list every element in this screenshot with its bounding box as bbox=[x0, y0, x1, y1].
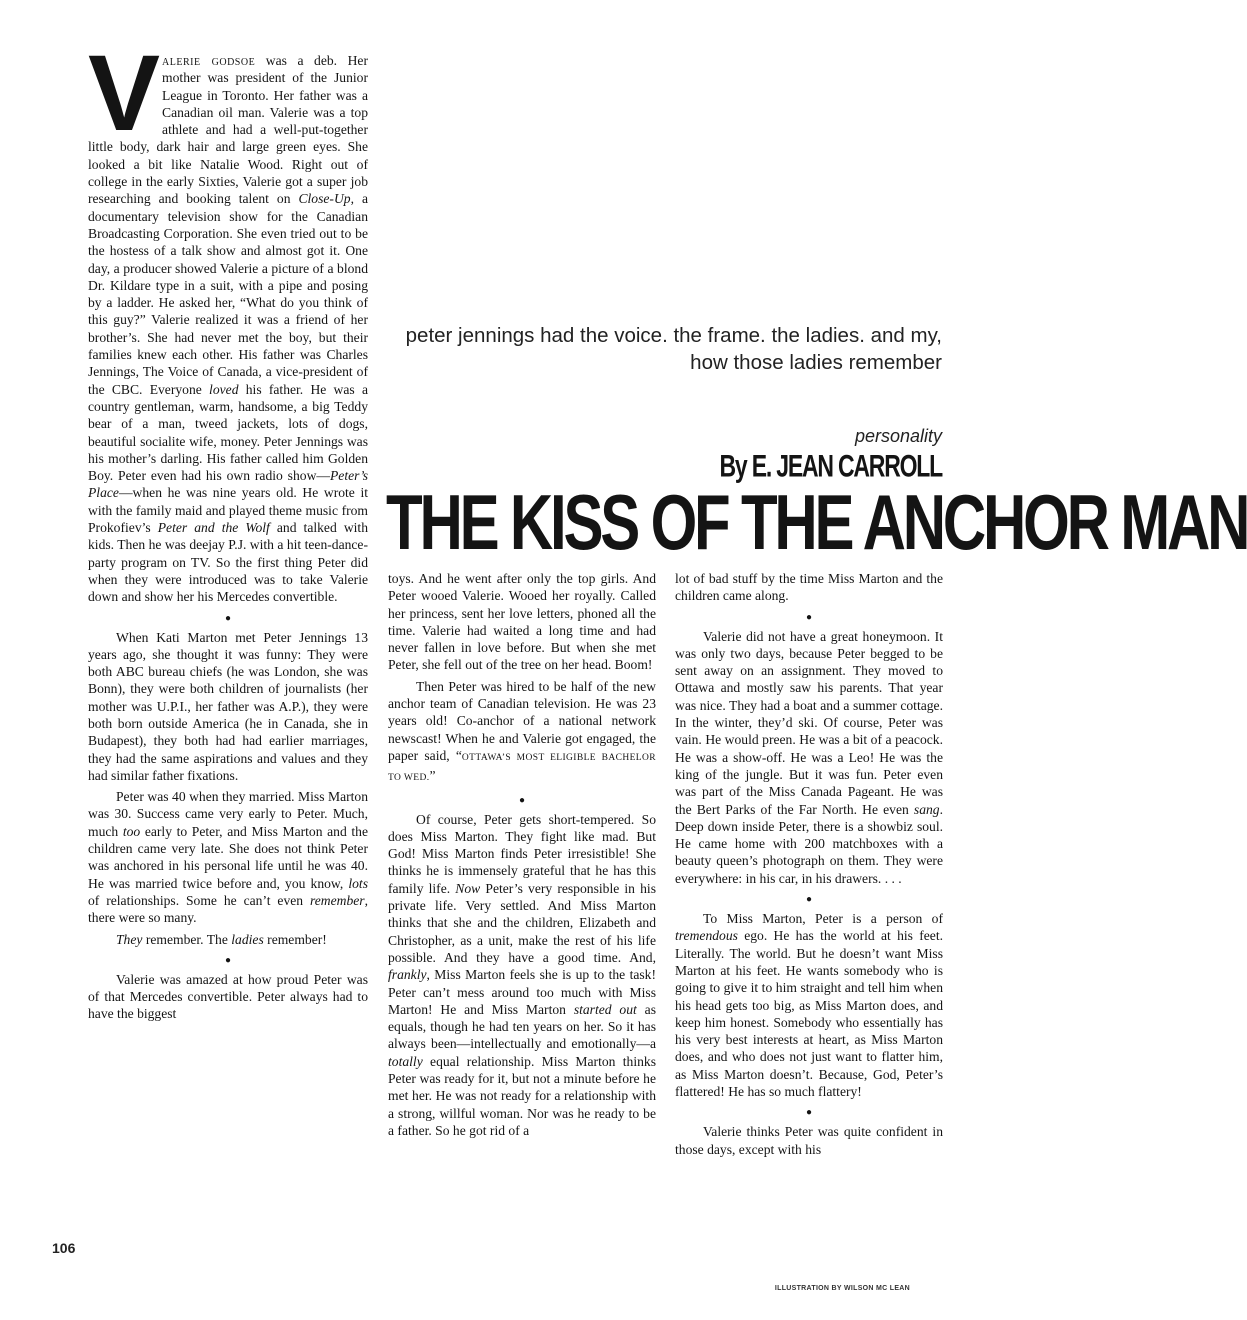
paragraph bbox=[88, 32, 368, 606]
text-run: and talked with kids. Then he was deejay P.J. with a hit teen-dance-party program on TV. So the first thing Peter did when they were introduced was to take Valerie down and show her his Mercedes convertible. bbox=[88, 520, 368, 605]
paragraph bbox=[88, 788, 368, 926]
text-run: , a documentary television show for the Canadian Broadcasting Corporation. She even tried out to be the hostess of a talk show and almost got it. One day, a producer showed Valerie a picture of a blond Dr. Kildare type in a suit, with a pipe and posing by a ladder. He asked her, “What do you think of this guy?” Valerie realized it was a friend of her brother’s. She had never met the boy, but their families knew each other. His father was Charles Jennings, The Voice of Canada, a vice-president of the CBC. Everyone bbox=[88, 191, 368, 397]
article-column-2 bbox=[388, 570, 656, 1139]
italic-emphasis: too bbox=[122, 823, 141, 839]
text-run: was a deb. Her mother was president of the Junior League in Toronto. Her father was a Canadian oil man. Valerie was a top athlete and had a well-put-together little body, dark hair and large green eyes. She looked a bit like Natalie Wood. Right out of college in the early Sixties, Valerie got a super job researching and booking talent on bbox=[88, 53, 368, 207]
paragraph bbox=[675, 910, 943, 1100]
paragraph: lot of bad stuff by the time Miss Marton and the children came along. bbox=[675, 571, 943, 604]
italic-emphasis: sang bbox=[913, 801, 940, 817]
article-column-1 bbox=[88, 32, 368, 1023]
paragraph bbox=[388, 811, 656, 1140]
text-run: as equals, though he had ten years on her. So it has always been—intellectually and emotionally—a bbox=[388, 1001, 656, 1052]
text-run: Of course, Peter gets short-tempered. So does Miss Marton. They fight like mad. But God! Miss Marton finds Peter irresistible! She thinks he is immensely grateful that he has this family life. bbox=[388, 811, 656, 896]
section-bullet: ● bbox=[805, 611, 813, 623]
paragraph: toys. And he went after only the top girls. And Peter wooed Valerie. Wooed her royally. Called her princess, sent her love letters, phoned all the time. Valerie had waited a long time and had never fallen in love before. But when she met Peter, she fell out of the tree on her head. Boom! bbox=[388, 571, 656, 673]
text-run: equal relationship. Miss Marton thinks Peter was ready for it, but not a minute before he met her. He was not ready for a relationship with a strong, willful woman. Nor was he ready to be a father. So he got rid of a bbox=[388, 1053, 656, 1138]
small-caps-quote: OTTAWA’S MOST ELIGIBLE BACHELOR TO WED. bbox=[388, 752, 656, 784]
text-run: . Deep down inside Peter, there is a showbiz soul. He came home with 200 matchboxes with a beauty queen’s photograph on them. They were everywhere: in his car, in his drawers. . . . bbox=[675, 801, 943, 886]
text-run: Peter was 40 when they married. Miss Marton was 30. Success came very early to Peter. Much, much bbox=[88, 789, 368, 839]
text-run: remember. The bbox=[142, 931, 232, 947]
illustration-credit: ILLUSTRATION BY WILSON MC LEAN bbox=[774, 1285, 910, 1292]
paragraph bbox=[675, 628, 943, 887]
text-run: ” bbox=[429, 768, 436, 784]
italic-emphasis: tremendous bbox=[675, 928, 738, 944]
italic-title: Close-Up bbox=[298, 191, 351, 207]
article-column-3 bbox=[675, 570, 943, 1158]
text-run: To Miss Marton, Peter is a person of bbox=[703, 911, 943, 927]
section-bullet: ● bbox=[224, 612, 232, 624]
headline: THE KISS OF THE ANCHOR MAN bbox=[386, 478, 1247, 566]
text-run: , there were so many. bbox=[88, 892, 368, 926]
italic-emphasis: started out bbox=[573, 1001, 637, 1017]
italic-emphasis: remember bbox=[309, 892, 365, 908]
section-kicker: personality bbox=[854, 426, 942, 446]
section-bullet: ● bbox=[805, 894, 813, 906]
text-run: his father. He was a country gentleman, warm, handsome, a big Teddy bear of a man, tweed jackets, lots of dogs, beautiful socialite wife, money. Peter Jennings was his mother’s darling. His father called him Golden Boy. Peter even had his own radio show— bbox=[88, 381, 368, 484]
text-run: , Miss Marton feels she is up to the task! Peter can’t mess around too much with Miss Marton! He and Miss Marton bbox=[388, 967, 656, 1017]
paragraph bbox=[388, 678, 656, 788]
paragraph: Valerie thinks Peter was quite confident in those days, except with his bbox=[675, 1124, 943, 1157]
italic-emphasis: frankly bbox=[388, 967, 427, 983]
italic-emphasis: They bbox=[116, 931, 143, 947]
text-run: remember! bbox=[263, 931, 327, 947]
byline: By E. JEAN CARROLL bbox=[719, 448, 942, 484]
italic-emphasis: ladies bbox=[231, 931, 264, 947]
text-run: Valerie did not have a great honeymoon. It was only two days, because Peter begged to be sent away on an assignment. They moved to Ottawa and mostly saw his parents. That year was nice. They had a boat and a summer cottage. In the winter, they’d ski. Of course, Peter was vain. He would preen. He was a bit of a peacock. He was a show-off. He was a Leo! He was the king of the jungle. But it was fun. Peter even was part of the Miss Canada Pageant. He was the Bert Parks of the Far North. He even bbox=[675, 628, 943, 817]
italic-emphasis: loved bbox=[209, 381, 239, 397]
text-run: Then Peter was hired to be half of the new anchor team of Canadian television. He was 23 years old! Co-anchor of a national network newscast! When he and Valerie got engaged, the paper said, “ bbox=[388, 678, 656, 763]
paragraph bbox=[88, 931, 368, 948]
drop-cap: V bbox=[88, 32, 155, 153]
text-run: Peter’s very responsible in his private life. Very settled. And Miss Marton thinks that she and the children, Elizabeth and Christopher, as a unit, make the rest of his life possible. And they have a good time. And, bbox=[388, 880, 656, 965]
italic-title: Peter’s Place bbox=[88, 468, 368, 501]
deck-subtitle: peter jennings had the voice. the frame. the ladies. and my, how those ladies remember bbox=[405, 324, 942, 374]
paragraph: Valerie was amazed at how proud Peter was of that Mercedes convertible. Peter always had to have the biggest bbox=[88, 971, 368, 1022]
italic-emphasis: totally bbox=[388, 1053, 423, 1069]
italic-emphasis: lots bbox=[348, 875, 368, 891]
lead-in-small-caps: alerie godsoe bbox=[162, 53, 256, 68]
text-run: early to Peter, and Miss Marton and the children came very late. She does not think Peter was anchored in his personal life until he was 40. He was married twice before and, you know, bbox=[88, 823, 368, 891]
section-bullet: ● bbox=[805, 1107, 813, 1119]
text-run: of relationships. Some he can’t even bbox=[88, 892, 310, 908]
section-bullet: ● bbox=[518, 794, 526, 806]
section-bullet: ● bbox=[224, 954, 232, 966]
paragraph: When Kati Marton met Peter Jennings 13 years ago, she thought it was funny: They were both ABC bureau chiefs (he was London, she was Bonn), they were both children of journalists (her mother was U.P.I., her father was A.P.), they were both born outside America (he in Canada, she in Budapest), they both had had earlier marriages, they had the same aspirations and values and they had similar father fixations. bbox=[88, 629, 368, 783]
text-run: ego. He has the world at his feet. Literally. The world. But he doesn’t want Miss Marton at his feet. He wants somebody who is going to give it to him straight and tell him when his head gets too big, as Miss Marton does, and keep him honest. Somebody who essentially has his very best interests at heart, as Miss Marton does, and who does not just want to flatter him, as Miss Marton doesn’t. Because, God, Peter’s flattered! He has so much flattery! bbox=[675, 928, 943, 1100]
italic-emphasis: Now bbox=[455, 880, 481, 896]
page-number: 106 bbox=[52, 1240, 76, 1256]
text-run: —when he was nine years old. He wrote it with the family maid and played theme music from Prokofiev’s bbox=[88, 485, 368, 536]
italic-title: Peter and the Wolf bbox=[157, 520, 270, 536]
